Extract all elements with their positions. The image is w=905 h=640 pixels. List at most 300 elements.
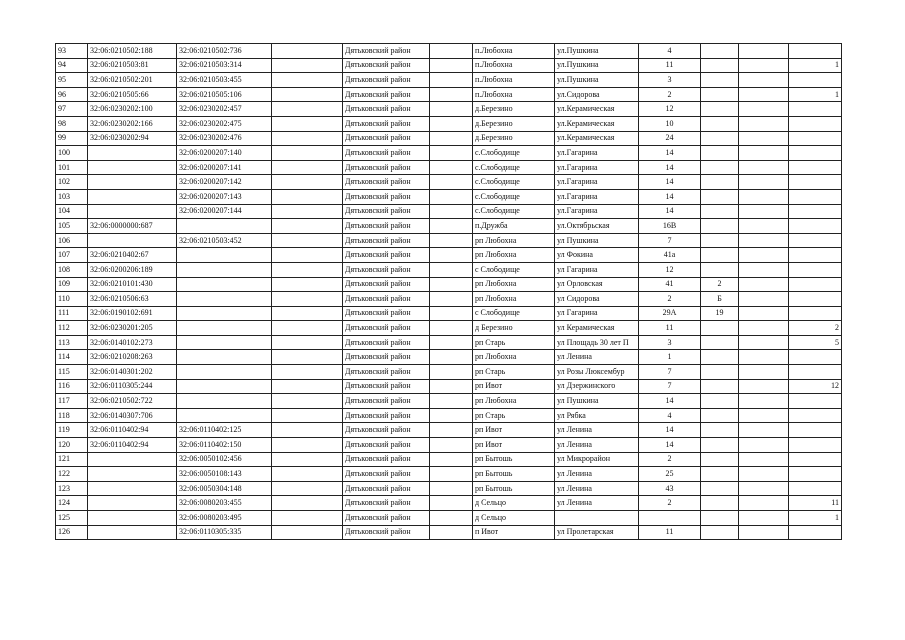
empty-cell <box>430 511 473 526</box>
empty-cell <box>430 116 473 131</box>
building-cell <box>701 335 739 350</box>
empty-cell <box>430 408 473 423</box>
apartment-cell <box>789 292 842 307</box>
building-cell <box>701 365 739 380</box>
table-row <box>56 73 842 88</box>
cadastral-number-parcel <box>88 511 177 526</box>
house-number-cell: 2 <box>639 496 701 511</box>
settlement-cell: д.Березино <box>473 116 555 131</box>
district-cell: Дятьковский район <box>343 146 430 161</box>
street-cell <box>555 511 639 526</box>
street-cell: ул.Гагарина <box>555 146 639 161</box>
apartment-cell <box>789 365 842 380</box>
row-number: 109 <box>56 277 88 292</box>
empty-cell <box>739 350 789 365</box>
settlement-cell: п Ивот <box>473 525 555 540</box>
empty-cell <box>430 379 473 394</box>
empty-cell <box>272 248 343 263</box>
row-number: 123 <box>56 481 88 496</box>
apartment-cell: 1 <box>789 87 842 102</box>
table-row <box>56 116 842 131</box>
cadastral-number-parcel <box>88 175 177 190</box>
empty-cell <box>272 292 343 307</box>
apartment-cell <box>789 262 842 277</box>
house-number-cell: 41 <box>639 277 701 292</box>
empty-cell <box>272 73 343 88</box>
apartment-cell <box>789 467 842 482</box>
apartment-cell <box>789 160 842 175</box>
empty-cell <box>739 44 789 59</box>
district-cell: Дятьковский район <box>343 219 430 234</box>
cadastral-number-building <box>177 379 272 394</box>
table-row <box>56 379 842 394</box>
street-cell: ул Рябка <box>555 408 639 423</box>
table-row <box>56 102 842 117</box>
apartment-cell <box>789 277 842 292</box>
house-number-cell: 11 <box>639 58 701 73</box>
empty-cell <box>739 262 789 277</box>
row-number: 96 <box>56 87 88 102</box>
building-cell <box>701 525 739 540</box>
table-row <box>56 467 842 482</box>
empty-cell <box>430 452 473 467</box>
cadastral-number-building: 32:06:0200207:144 <box>177 204 272 219</box>
table-row <box>56 511 842 526</box>
cadastral-number-parcel <box>88 496 177 511</box>
cadastral-number-building: 32:06:0230202:475 <box>177 116 272 131</box>
settlement-cell: рп Любохна <box>473 394 555 409</box>
empty-cell <box>739 116 789 131</box>
district-cell: Дятьковский район <box>343 511 430 526</box>
empty-cell <box>430 525 473 540</box>
cadastral-number-parcel: 32:06:0140301:202 <box>88 365 177 380</box>
empty-cell <box>739 365 789 380</box>
apartment-cell: 1 <box>789 511 842 526</box>
house-number-cell: 14 <box>639 394 701 409</box>
settlement-cell: п.Дружба <box>473 219 555 234</box>
house-number-cell: 29А <box>639 306 701 321</box>
street-cell: ул.Гагарина <box>555 189 639 204</box>
table-row <box>56 408 842 423</box>
row-number: 125 <box>56 511 88 526</box>
cadastral-number-building <box>177 408 272 423</box>
row-number: 95 <box>56 73 88 88</box>
district-cell: Дятьковский район <box>343 160 430 175</box>
cadastral-number-building <box>177 350 272 365</box>
cadastral-number-building: 32:06:0210503:314 <box>177 58 272 73</box>
row-number: 111 <box>56 306 88 321</box>
house-number-cell: 4 <box>639 408 701 423</box>
house-number-cell: 16В <box>639 219 701 234</box>
cadastral-number-parcel <box>88 525 177 540</box>
cadastral-number-parcel <box>88 467 177 482</box>
cadastral-number-building <box>177 306 272 321</box>
row-number: 118 <box>56 408 88 423</box>
empty-cell <box>739 58 789 73</box>
row-number: 98 <box>56 116 88 131</box>
street-cell: ул.Пушкина <box>555 58 639 73</box>
empty-cell <box>430 102 473 117</box>
row-number: 94 <box>56 58 88 73</box>
settlement-cell: рп Старь <box>473 335 555 350</box>
house-number-cell: 1 <box>639 350 701 365</box>
table-row <box>56 321 842 336</box>
street-cell: ул.Пушкина <box>555 44 639 59</box>
empty-cell <box>430 350 473 365</box>
building-cell <box>701 58 739 73</box>
row-number: 106 <box>56 233 88 248</box>
street-cell: ул Дзержинского <box>555 379 639 394</box>
table-row <box>56 306 842 321</box>
row-number: 116 <box>56 379 88 394</box>
settlement-cell: п.Любохна <box>473 73 555 88</box>
building-cell <box>701 189 739 204</box>
cadastral-number-building <box>177 248 272 263</box>
district-cell: Дятьковский район <box>343 335 430 350</box>
empty-cell <box>430 189 473 204</box>
cadastral-number-parcel: 32:06:0230202:100 <box>88 102 177 117</box>
house-number-cell: 7 <box>639 365 701 380</box>
house-number-cell: 14 <box>639 423 701 438</box>
street-cell: ул Сидорова <box>555 292 639 307</box>
cadastral-number-building: 32:06:0230202:457 <box>177 102 272 117</box>
empty-cell <box>272 277 343 292</box>
cadastral-number-parcel: 32:06:0210506:63 <box>88 292 177 307</box>
apartment-cell <box>789 102 842 117</box>
building-cell <box>701 116 739 131</box>
street-cell: ул.Керамическая <box>555 131 639 146</box>
district-cell: Дятьковский район <box>343 44 430 59</box>
empty-cell <box>430 365 473 380</box>
empty-cell <box>739 423 789 438</box>
building-cell <box>701 248 739 263</box>
row-number: 103 <box>56 189 88 204</box>
empty-cell <box>739 87 789 102</box>
cadastral-number-parcel: 32:06:0140102:273 <box>88 335 177 350</box>
empty-cell <box>739 73 789 88</box>
district-cell: Дятьковский район <box>343 467 430 482</box>
row-number: 124 <box>56 496 88 511</box>
settlement-cell: рп Бытошь <box>473 467 555 482</box>
empty-cell <box>272 306 343 321</box>
empty-cell <box>272 116 343 131</box>
street-cell: ул Ленина <box>555 481 639 496</box>
apartment-cell: 1 <box>789 58 842 73</box>
settlement-cell: д.Березино <box>473 131 555 146</box>
empty-cell <box>739 146 789 161</box>
house-number-cell <box>639 511 701 526</box>
cadastral-number-parcel: 32:06:0230201:205 <box>88 321 177 336</box>
apartment-cell <box>789 189 842 204</box>
cadastral-number-parcel: 32:06:0200206:189 <box>88 262 177 277</box>
empty-cell <box>430 160 473 175</box>
district-cell: Дятьковский район <box>343 365 430 380</box>
table-row <box>56 204 842 219</box>
cadastral-number-building <box>177 335 272 350</box>
empty-cell <box>272 131 343 146</box>
building-cell: 19 <box>701 306 739 321</box>
settlement-cell: рп Любохна <box>473 350 555 365</box>
empty-cell <box>739 394 789 409</box>
empty-cell <box>739 175 789 190</box>
cadastral-number-building <box>177 277 272 292</box>
cadastral-number-parcel: 32:06:0210503:81 <box>88 58 177 73</box>
table-row <box>56 496 842 511</box>
cadastral-number-building <box>177 365 272 380</box>
building-cell <box>701 394 739 409</box>
row-number: 115 <box>56 365 88 380</box>
settlement-cell: рп Старь <box>473 365 555 380</box>
building-cell <box>701 146 739 161</box>
cadastral-number-building: 32:06:0080203:455 <box>177 496 272 511</box>
building-cell <box>701 511 739 526</box>
empty-cell <box>739 248 789 263</box>
settlement-cell: рп Любохна <box>473 248 555 263</box>
settlement-cell: рп Ивот <box>473 438 555 453</box>
cadastral-number-building: 32:06:0110402:150 <box>177 438 272 453</box>
house-number-cell: 41а <box>639 248 701 263</box>
cadastral-number-parcel: 32:06:0210101:430 <box>88 277 177 292</box>
settlement-cell: рп Любохна <box>473 277 555 292</box>
row-number: 122 <box>56 467 88 482</box>
house-number-cell: 14 <box>639 175 701 190</box>
cadastral-number-building: 32:06:0200207:140 <box>177 146 272 161</box>
district-cell: Дятьковский район <box>343 189 430 204</box>
district-cell: Дятьковский район <box>343 131 430 146</box>
house-number-cell: 14 <box>639 146 701 161</box>
building-cell <box>701 102 739 117</box>
building-cell <box>701 233 739 248</box>
building-cell <box>701 44 739 59</box>
street-cell: ул.Керамическая <box>555 116 639 131</box>
empty-cell <box>430 481 473 496</box>
street-cell: ул Ленина <box>555 496 639 511</box>
table-row <box>56 438 842 453</box>
table-row <box>56 189 842 204</box>
apartment-cell <box>789 204 842 219</box>
district-cell: Дятьковский район <box>343 58 430 73</box>
building-cell <box>701 262 739 277</box>
apartment-cell <box>789 481 842 496</box>
cadastral-number-building: 32:06:0050108:143 <box>177 467 272 482</box>
empty-cell <box>272 452 343 467</box>
empty-cell <box>739 131 789 146</box>
table-row <box>56 292 842 307</box>
empty-cell <box>272 365 343 380</box>
street-cell: ул.Сидорова <box>555 87 639 102</box>
table-row <box>56 335 842 350</box>
cadastral-number-building: 32:06:0110305:335 <box>177 525 272 540</box>
settlement-cell: рп Ивот <box>473 379 555 394</box>
address-table <box>55 43 842 540</box>
building-cell <box>701 496 739 511</box>
settlement-cell: рп Старь <box>473 408 555 423</box>
street-cell: ул Микрорайон <box>555 452 639 467</box>
house-number-cell: 10 <box>639 116 701 131</box>
table-row <box>56 365 842 380</box>
empty-cell <box>272 233 343 248</box>
apartment-cell <box>789 219 842 234</box>
house-number-cell: 2 <box>639 452 701 467</box>
district-cell: Дятьковский район <box>343 204 430 219</box>
cadastral-number-building <box>177 292 272 307</box>
street-cell: ул Пушкина <box>555 394 639 409</box>
empty-cell <box>272 408 343 423</box>
settlement-cell: с Слободище <box>473 262 555 277</box>
house-number-cell: 2 <box>639 292 701 307</box>
district-cell: Дятьковский район <box>343 394 430 409</box>
street-cell: ул Фокина <box>555 248 639 263</box>
empty-cell <box>272 423 343 438</box>
cadastral-number-building <box>177 321 272 336</box>
empty-cell <box>430 467 473 482</box>
district-cell: Дятьковский район <box>343 116 430 131</box>
empty-cell <box>739 189 789 204</box>
cadastral-number-building: 32:06:0210505:106 <box>177 87 272 102</box>
empty-cell <box>739 321 789 336</box>
cadastral-number-parcel <box>88 481 177 496</box>
table-row <box>56 131 842 146</box>
empty-cell <box>739 160 789 175</box>
row-number: 121 <box>56 452 88 467</box>
empty-cell <box>272 321 343 336</box>
empty-cell <box>272 496 343 511</box>
empty-cell <box>739 452 789 467</box>
street-cell: ул Площадь 30 лет П <box>555 335 639 350</box>
empty-cell <box>430 306 473 321</box>
cadastral-number-parcel: 32:06:0230202:94 <box>88 131 177 146</box>
cadastral-number-building <box>177 394 272 409</box>
building-cell <box>701 481 739 496</box>
district-cell: Дятьковский район <box>343 73 430 88</box>
district-cell: Дятьковский район <box>343 102 430 117</box>
empty-cell <box>272 481 343 496</box>
empty-cell <box>739 335 789 350</box>
building-cell <box>701 87 739 102</box>
empty-cell <box>272 87 343 102</box>
empty-cell <box>272 511 343 526</box>
empty-cell <box>739 379 789 394</box>
settlement-cell: рп Любохна <box>473 292 555 307</box>
row-number: 101 <box>56 160 88 175</box>
empty-cell <box>430 87 473 102</box>
apartment-cell <box>789 131 842 146</box>
house-number-cell: 2 <box>639 87 701 102</box>
cadastral-number-parcel: 32:06:0210402:67 <box>88 248 177 263</box>
row-number: 113 <box>56 335 88 350</box>
street-cell: ул.Гагарина <box>555 204 639 219</box>
apartment-cell: 12 <box>789 379 842 394</box>
empty-cell <box>272 102 343 117</box>
table-row <box>56 58 842 73</box>
cadastral-number-parcel: 32:06:0110402:94 <box>88 423 177 438</box>
building-cell <box>701 408 739 423</box>
building-cell <box>701 452 739 467</box>
empty-cell <box>272 350 343 365</box>
street-cell: ул.Гагарина <box>555 175 639 190</box>
table-row <box>56 87 842 102</box>
empty-cell <box>430 277 473 292</box>
building-cell <box>701 423 739 438</box>
cadastral-number-parcel: 32:06:0110402:94 <box>88 438 177 453</box>
apartment-cell <box>789 525 842 540</box>
empty-cell <box>739 292 789 307</box>
apartment-cell <box>789 438 842 453</box>
street-cell: ул.Октябрьская <box>555 219 639 234</box>
table-row <box>56 175 842 190</box>
table-row <box>56 233 842 248</box>
empty-cell <box>430 394 473 409</box>
empty-cell <box>272 262 343 277</box>
apartment-cell <box>789 423 842 438</box>
apartment-cell <box>789 394 842 409</box>
empty-cell <box>430 438 473 453</box>
apartment-cell <box>789 44 842 59</box>
street-cell: ул Керамическая <box>555 321 639 336</box>
building-cell <box>701 204 739 219</box>
district-cell: Дятьковский район <box>343 87 430 102</box>
empty-cell <box>739 438 789 453</box>
house-number-cell: 7 <box>639 233 701 248</box>
table-row <box>56 219 842 234</box>
apartment-cell <box>789 116 842 131</box>
row-number: 112 <box>56 321 88 336</box>
table-row <box>56 525 842 540</box>
settlement-cell: с.Слободище <box>473 189 555 204</box>
empty-cell <box>272 146 343 161</box>
district-cell: Дятьковский район <box>343 408 430 423</box>
row-number: 100 <box>56 146 88 161</box>
empty-cell <box>272 160 343 175</box>
street-cell: ул Пушкина <box>555 233 639 248</box>
empty-cell <box>430 262 473 277</box>
row-number: 120 <box>56 438 88 453</box>
settlement-cell: п.Любохна <box>473 58 555 73</box>
house-number-cell: 24 <box>639 131 701 146</box>
apartment-cell: 11 <box>789 496 842 511</box>
apartment-cell <box>789 233 842 248</box>
house-number-cell: 11 <box>639 321 701 336</box>
empty-cell <box>272 189 343 204</box>
house-number-cell: 11 <box>639 525 701 540</box>
settlement-cell: п.Любохна <box>473 44 555 59</box>
table-row <box>56 248 842 263</box>
settlement-cell: рп Бытошь <box>473 452 555 467</box>
cadastral-number-parcel <box>88 233 177 248</box>
row-number: 104 <box>56 204 88 219</box>
empty-cell <box>739 408 789 423</box>
building-cell <box>701 131 739 146</box>
cadastral-number-building: 32:06:0050102:456 <box>177 452 272 467</box>
cadastral-number-building: 32:06:0110402:125 <box>177 423 272 438</box>
cadastral-number-parcel <box>88 146 177 161</box>
district-cell: Дятьковский район <box>343 438 430 453</box>
empty-cell <box>430 292 473 307</box>
cadastral-number-parcel <box>88 452 177 467</box>
district-cell: Дятьковский район <box>343 321 430 336</box>
table-row <box>56 481 842 496</box>
cadastral-number-building: 32:06:0210503:455 <box>177 73 272 88</box>
settlement-cell: с.Слободище <box>473 175 555 190</box>
district-cell: Дятьковский район <box>343 233 430 248</box>
empty-cell <box>430 335 473 350</box>
cadastral-number-building: 32:06:0050304:148 <box>177 481 272 496</box>
empty-cell <box>739 102 789 117</box>
empty-cell <box>430 204 473 219</box>
empty-cell <box>739 204 789 219</box>
house-number-cell: 3 <box>639 335 701 350</box>
cadastral-number-building: 32:06:0200207:141 <box>177 160 272 175</box>
